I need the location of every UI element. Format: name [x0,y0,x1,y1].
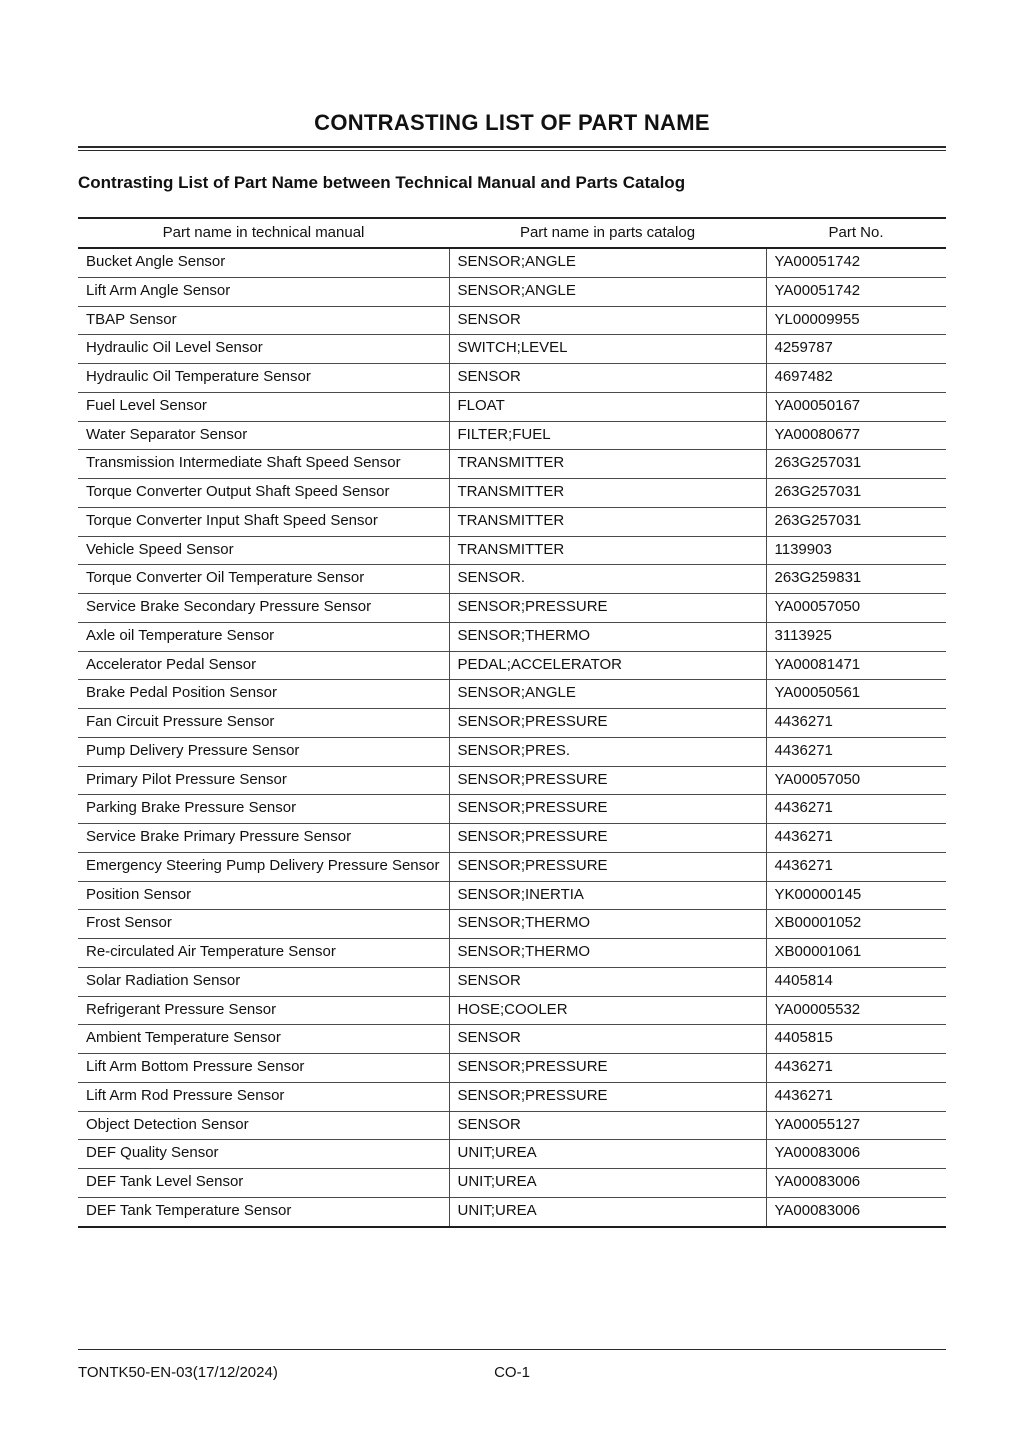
cell-part-no: 4436271 [766,737,946,766]
cell-catalog-name: SENSOR;THERMO [449,939,766,968]
cell-catalog-name: SENSOR;PRESSURE [449,795,766,824]
header-row [78,218,946,248]
cell-part-no: YA00057050 [766,766,946,795]
table-row [78,766,946,795]
cell-catalog-name: HOSE;COOLER [449,996,766,1025]
cell-catalog-name: TRANSMITTER [449,536,766,565]
cell-technical-name: Hydraulic Oil Level Sensor [78,335,449,364]
cell-technical-name: Service Brake Primary Pressure Sensor [78,824,449,853]
cell-part-no: YA00083006 [766,1197,946,1226]
table-row [78,824,946,853]
table-row [78,1111,946,1140]
cell-part-no: 4405814 [766,967,946,996]
title-divider [78,146,946,151]
footer-page-number: CO-1 [494,1364,530,1381]
cell-catalog-name: SENSOR;PRESSURE [449,766,766,795]
table-row [78,881,946,910]
cell-catalog-name: SENSOR;ANGLE [449,248,766,277]
cell-catalog-name: SENSOR;PRESSURE [449,594,766,623]
cell-part-no: YA00051742 [766,277,946,306]
cell-catalog-name: FLOAT [449,392,766,421]
cell-part-no: YA00051742 [766,248,946,277]
table-row [78,651,946,680]
cell-part-no: 263G257031 [766,450,946,479]
cell-catalog-name: PEDAL;ACCELERATOR [449,651,766,680]
cell-technical-name: Axle oil Temperature Sensor [78,622,449,651]
cell-catalog-name: SENSOR [449,364,766,393]
parts-table-body [78,248,946,1227]
table-row [78,335,946,364]
table-row [78,306,946,335]
table-row [78,565,946,594]
cell-part-no: YA00050561 [766,680,946,709]
cell-technical-name: Primary Pilot Pressure Sensor [78,766,449,795]
cell-part-no: XB00001052 [766,910,946,939]
cell-part-no: 4697482 [766,364,946,393]
table-row [78,450,946,479]
cell-catalog-name: UNIT;UREA [449,1169,766,1198]
cell-catalog-name: SENSOR [449,967,766,996]
cell-part-no: 4405815 [766,1025,946,1054]
cell-part-no: 4436271 [766,709,946,738]
table-row [78,507,946,536]
cell-technical-name: Fan Circuit Pressure Sensor [78,709,449,738]
cell-catalog-name: SENSOR;PRESSURE [449,709,766,738]
cell-catalog-name: SENSOR [449,1025,766,1054]
cell-catalog-name: TRANSMITTER [449,507,766,536]
cell-technical-name: Torque Converter Input Shaft Speed Sensor [78,507,449,536]
table-row [78,1082,946,1111]
cell-catalog-name: FILTER;FUEL [449,421,766,450]
cell-technical-name: Re-circulated Air Temperature Sensor [78,939,449,968]
header-part-no: Part No. [766,218,946,248]
cell-part-no: YA00081471 [766,651,946,680]
cell-part-no: YA00005532 [766,996,946,1025]
table-row [78,939,946,968]
table-row [78,1169,946,1198]
table-row [78,709,946,738]
cell-catalog-name: SENSOR;ANGLE [449,277,766,306]
cell-catalog-name: SENSOR;INERTIA [449,881,766,910]
cell-technical-name: Torque Converter Oil Temperature Sensor [78,565,449,594]
cell-part-no: 3113925 [766,622,946,651]
cell-technical-name: Object Detection Sensor [78,1111,449,1140]
cell-technical-name: Lift Arm Angle Sensor [78,277,449,306]
table-row [78,795,946,824]
cell-catalog-name: SENSOR;THERMO [449,622,766,651]
cell-catalog-name: UNIT;UREA [449,1140,766,1169]
cell-technical-name: Fuel Level Sensor [78,392,449,421]
cell-part-no: YA00083006 [766,1169,946,1198]
cell-catalog-name: SENSOR [449,1111,766,1140]
parts-table-header [78,218,946,248]
table-row [78,392,946,421]
cell-part-no: 263G257031 [766,479,946,508]
table-row [78,910,946,939]
cell-part-no: YK00000145 [766,881,946,910]
table-row [78,1025,946,1054]
table-row [78,536,946,565]
cell-part-no: 4436271 [766,1082,946,1111]
cell-part-no: YA00055127 [766,1111,946,1140]
cell-part-no: YA00080677 [766,421,946,450]
cell-part-no: 4436271 [766,1054,946,1083]
cell-part-no: 4436271 [766,824,946,853]
cell-technical-name: Solar Radiation Sensor [78,967,449,996]
cell-technical-name: Bucket Angle Sensor [78,248,449,277]
table-row [78,421,946,450]
cell-technical-name: Refrigerant Pressure Sensor [78,996,449,1025]
table-row [78,1140,946,1169]
cell-catalog-name: SWITCH;LEVEL [449,335,766,364]
cell-catalog-name: SENSOR;PRESSURE [449,1082,766,1111]
cell-technical-name: Frost Sensor [78,910,449,939]
page-title: CONTRASTING LIST OF PART NAME [314,110,710,135]
cell-technical-name: Parking Brake Pressure Sensor [78,795,449,824]
cell-technical-name: Lift Arm Bottom Pressure Sensor [78,1054,449,1083]
cell-part-no: 4259787 [766,335,946,364]
cell-part-no: 1139903 [766,536,946,565]
cell-technical-name: DEF Tank Level Sensor [78,1169,449,1198]
cell-part-no: 4436271 [766,852,946,881]
cell-part-no: YA00083006 [766,1140,946,1169]
cell-part-no: YA00057050 [766,594,946,623]
cell-catalog-name: SENSOR;PRESSURE [449,824,766,853]
table-row [78,479,946,508]
cell-part-no: 263G257031 [766,507,946,536]
cell-technical-name: Position Sensor [78,881,449,910]
cell-catalog-name: SENSOR;ANGLE [449,680,766,709]
table-row [78,277,946,306]
table-row [78,622,946,651]
cell-technical-name: Transmission Intermediate Shaft Speed Sensor [78,450,449,479]
parts-table [78,217,946,1228]
table-row [78,364,946,393]
table-row [78,852,946,881]
cell-technical-name: Lift Arm Rod Pressure Sensor [78,1082,449,1111]
cell-catalog-name: SENSOR [449,306,766,335]
cell-part-no: XB00001061 [766,939,946,968]
cell-technical-name: Pump Delivery Pressure Sensor [78,737,449,766]
cell-catalog-name: SENSOR;PRESSURE [449,1054,766,1083]
table-row [78,1054,946,1083]
table-row [78,996,946,1025]
cell-catalog-name: TRANSMITTER [449,479,766,508]
table-row [78,1197,946,1226]
cell-technical-name: Water Separator Sensor [78,421,449,450]
table-row [78,594,946,623]
cell-part-no: YL00009955 [766,306,946,335]
cell-technical-name: Torque Converter Output Shaft Speed Sensor [78,479,449,508]
cell-catalog-name: SENSOR;PRESSURE [449,852,766,881]
table-row [78,248,946,277]
cell-part-no: 263G259831 [766,565,946,594]
cell-technical-name: DEF Quality Sensor [78,1140,449,1169]
footer-divider [78,1349,946,1350]
cell-catalog-name: UNIT;UREA [449,1197,766,1226]
cell-part-no: 4436271 [766,795,946,824]
cell-technical-name: Brake Pedal Position Sensor [78,680,449,709]
cell-technical-name: TBAP Sensor [78,306,449,335]
cell-technical-name: Hydraulic Oil Temperature Sensor [78,364,449,393]
header-catalog-name: Part name in parts catalog [449,218,766,248]
footer-doc-number: TONTK50-EN-03(17/12/2024) [78,1364,278,1381]
cell-technical-name: Emergency Steering Pump Delivery Pressure Sensor [78,852,449,881]
section-heading: Contrasting List of Part Name between Technical Manual and Parts Catalog [78,173,686,192]
table-row [78,737,946,766]
header-technical-name: Part name in technical manual [78,218,449,248]
cell-catalog-name: SENSOR;PRES. [449,737,766,766]
cell-technical-name: Ambient Temperature Sensor [78,1025,449,1054]
table-row [78,967,946,996]
cell-catalog-name: TRANSMITTER [449,450,766,479]
cell-technical-name: DEF Tank Temperature Sensor [78,1197,449,1226]
cell-catalog-name: SENSOR. [449,565,766,594]
cell-catalog-name: SENSOR;THERMO [449,910,766,939]
cell-technical-name: Accelerator Pedal Sensor [78,651,449,680]
table-row [78,680,946,709]
cell-part-no: YA00050167 [766,392,946,421]
cell-technical-name: Vehicle Speed Sensor [78,536,449,565]
cell-technical-name: Service Brake Secondary Pressure Sensor [78,594,449,623]
